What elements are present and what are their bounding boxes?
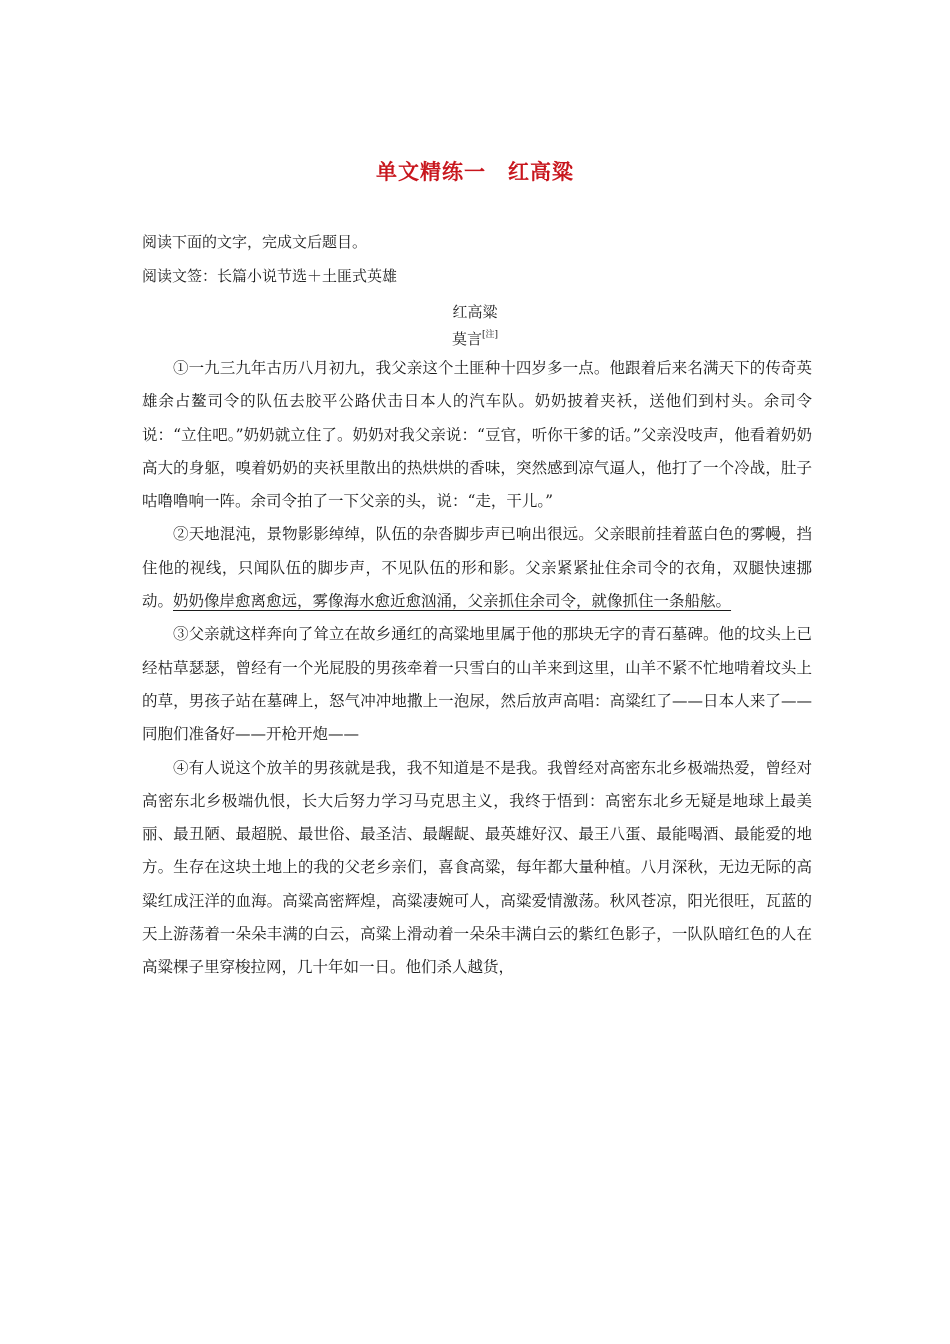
author-name: 莫言 [451, 330, 482, 348]
paragraph-2 [142, 518, 812, 618]
author-line [0, 327, 950, 349]
paragraph-3 [142, 618, 812, 751]
underlined-sentence: 奶奶像岸愈离愈远，雾像海水愈近愈汹涌，父亲抓住余司令，就像抓住一条船舷。 [173, 592, 732, 611]
reading-tag-line: 阅读文签：长篇小说节选＋土匪式英雄 [142, 267, 398, 285]
page-title: 单文精练一 红高粱 [376, 159, 574, 184]
story-body [142, 352, 812, 985]
paragraph-4 [142, 752, 812, 985]
paragraph-text: ③父亲就这样奔向了耸立在故乡通红的高粱地里属于他的那块无字的青石墓碑。他的坟头上已经枯草瑟瑟，曾经有一个光屁股的男孩牵着一只雪白的山羊来到这里，山羊不紧不忙地啃着坟头上的草，男孩子站在墓碑上，怒气冲冲地撒上一泡尿，然后放声高唱：高粱红了——日本人来了——同胞们准备好——开枪开炮—— [142, 625, 812, 744]
paragraph-text: ①一九三九年古历八月初九，我父亲这个土匪种十四岁多一点。他跟着后来名满天下的传奇英雄余占鳌司令的队伍去胶平公路伏击日本人的汽车队。奶奶披着夹袄，送他们到村头。余司令说：“立住吧。”奶奶就立住了。奶奶对我父亲说：“豆官，听你干爹的话。”父亲没吱声，他看着奶奶高大的身躯，嗅着奶奶的夹袄里散出的热烘烘的香味，突然感到凉气逼人，他打了一个冷战，肚子咕噜噜响一阵。余司令拍了一下父亲的头，说：“走，干儿。” [142, 359, 812, 511]
author-note-marker: [注] [481, 330, 499, 340]
instruction-line: 阅读下面的文字，完成文后题目。 [142, 233, 368, 251]
paragraph-text: ②天地混沌，景物影影绰绰，队伍的杂沓脚步声已响出很远。父亲眼前挂着蓝白色的雾幔，挡住他的视线，只闻队伍的脚步声，不见队伍的形和影。父亲紧紧扯住余司令的衣角，双腿快速挪动。 [142, 525, 812, 611]
paragraph-1 [142, 352, 812, 518]
paragraph-text: ④有人说这个放羊的男孩就是我，我不知道是不是我。我曾经对高密东北乡极端热爱，曾经对高密东北乡极端仇恨，长大后努力学习马克思主义，我终于悟到：高密东北乡无疑是地球上最美丽、最丑陋、最超脱、最世俗、最圣洁、最龌龊、最英雄好汉、最王八蛋、最能喝酒、最能爱的地方。生存在这块土地上的我的父老乡亲们，喜食高粱，每年都大量种植。八月深秋，无边无际的高粱红成汪洋的血海。高粱高密辉煌，高粱凄婉可人，高粱爱情激荡。秋风苍凉，阳光很旺，瓦蓝的天上游荡着一朵朵丰满的白云，高粱上滑动着一朵朵丰满白云的紫红色影子，一队队暗红色的人在高粱棵子里穿梭拉网，几十年如一日。他们杀人越货， [142, 758, 812, 977]
story-title: 红高粱 [452, 303, 498, 321]
